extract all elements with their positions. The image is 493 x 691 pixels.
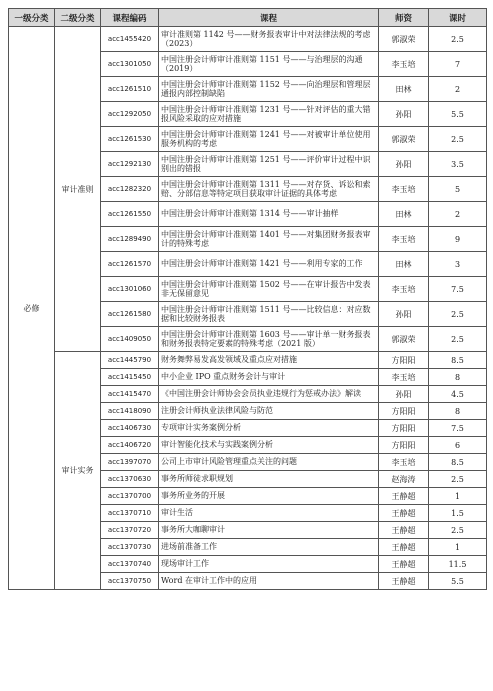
course-hours: 6: [429, 437, 487, 454]
course-title: 审计智能化技术与实践案例分析: [159, 437, 379, 454]
course-teacher: 田林: [379, 202, 429, 227]
course-title: 中国注册会计师审计准则第 1151 号——与治理层的沟通（2019）: [159, 52, 379, 77]
course-hours: 8: [429, 369, 487, 386]
course-hours: 2.5: [429, 327, 487, 352]
course-hours: 7: [429, 52, 487, 77]
course-code: acc1370750: [101, 573, 159, 590]
header-hours: 课时: [429, 9, 487, 27]
course-title: 中国注册会计师审计准则第 1401 号——对集团财务报表审计的特殊考虑: [159, 227, 379, 252]
table-header: [9, 9, 487, 27]
course-hours: 8.5: [429, 454, 487, 471]
course-code: acc1370720: [101, 522, 159, 539]
course-hours: 8.5: [429, 352, 487, 369]
course-hours: 11.5: [429, 556, 487, 573]
course-hours: 2.5: [429, 471, 487, 488]
course-hours: 2.5: [429, 127, 487, 152]
course-teacher: 孙阳: [379, 386, 429, 403]
course-title: 财务舞弊易发高发领域及重点应对措施: [159, 352, 379, 369]
course-code: acc1370630: [101, 471, 159, 488]
course-code: acc1409050: [101, 327, 159, 352]
course-teacher: 方阳阳: [379, 420, 429, 437]
course-hours: 2.5: [429, 522, 487, 539]
course-teacher: 王静超: [379, 522, 429, 539]
category-level1: 必修: [9, 27, 55, 590]
course-teacher: 赵海涛: [379, 471, 429, 488]
course-teacher: 李玉培: [379, 369, 429, 386]
table-row: [9, 27, 487, 52]
course-title: 事务所师徒求职规划: [159, 471, 379, 488]
course-title: 《中国注册会计师协会会员执业违规行为惩戒办法》解读: [159, 386, 379, 403]
header-title: 课程: [159, 9, 379, 27]
course-title: 中国注册会计师审计准则第 1314 号——审计抽样: [159, 202, 379, 227]
course-teacher: 王静超: [379, 573, 429, 590]
course-teacher: 李玉培: [379, 227, 429, 252]
course-title: 审计生活: [159, 505, 379, 522]
course-teacher: 王静超: [379, 556, 429, 573]
course-teacher: 郭淑荣: [379, 27, 429, 52]
course-teacher: 孙阳: [379, 102, 429, 127]
course-hours: 1: [429, 539, 487, 556]
category-level2: 审计准则: [55, 27, 101, 352]
course-code: acc1418090: [101, 403, 159, 420]
course-code: acc1397070: [101, 454, 159, 471]
course-code: acc1292050: [101, 102, 159, 127]
course-hours: 8: [429, 403, 487, 420]
course-title: 中国注册会计师审计准则第 1231 号——针对评估的重大错报风险采取的应对措施: [159, 102, 379, 127]
course-hours: 9: [429, 227, 487, 252]
course-title: 公司上市审计风险管理重点关注的问题: [159, 454, 379, 471]
course-code: acc1370710: [101, 505, 159, 522]
header-code: 课程编码: [101, 9, 159, 27]
course-title: 进场前准备工作: [159, 539, 379, 556]
course-code: acc1415470: [101, 386, 159, 403]
course-teacher: 方阳阳: [379, 437, 429, 454]
course-code: acc1370740: [101, 556, 159, 573]
course-code: acc1301050: [101, 52, 159, 77]
header-teacher: 师资: [379, 9, 429, 27]
course-teacher: 方阳阳: [379, 403, 429, 420]
course-title: 中国注册会计师审计准则第 1502 号——在审计报告中发表非无保留意见: [159, 277, 379, 302]
course-teacher: 田林: [379, 77, 429, 102]
course-hours: 5.5: [429, 102, 487, 127]
category-level2: 审计实务: [55, 352, 101, 590]
course-code: acc1261510: [101, 77, 159, 102]
course-code: acc1261530: [101, 127, 159, 152]
course-hours: 4.5: [429, 386, 487, 403]
course-teacher: 孙阳: [379, 302, 429, 327]
course-code: acc1406720: [101, 437, 159, 454]
course-code: acc1261550: [101, 202, 159, 227]
course-title: 中小企业 IPO 重点财务会计与审计: [159, 369, 379, 386]
course-code: acc1415450: [101, 369, 159, 386]
course-title: 事务所大咖聊审计: [159, 522, 379, 539]
header-cat1: 一级分类: [9, 9, 55, 27]
course-hours: 2.5: [429, 27, 487, 52]
course-code: acc1370700: [101, 488, 159, 505]
course-teacher: 方阳阳: [379, 352, 429, 369]
course-teacher: 孙阳: [379, 152, 429, 177]
course-code: acc1455420: [101, 27, 159, 52]
course-hours: 1: [429, 488, 487, 505]
course-hours: 1.5: [429, 505, 487, 522]
course-teacher: 田林: [379, 252, 429, 277]
course-hours: 5: [429, 177, 487, 202]
course-code: acc1261580: [101, 302, 159, 327]
course-code: acc1406730: [101, 420, 159, 437]
course-title: 事务所业务的开展: [159, 488, 379, 505]
table-body: [9, 27, 487, 590]
header-cat2: 二级分类: [55, 9, 101, 27]
course-hours: 7.5: [429, 420, 487, 437]
course-table: [8, 8, 487, 590]
course-title: 注册会计师执业法律风险与防范: [159, 403, 379, 420]
course-title: Word 在审计工作中的应用: [159, 573, 379, 590]
course-title: 中国注册会计师审计准则第 1152 号——向治理层和管理层通报内部控制缺陷: [159, 77, 379, 102]
course-teacher: 李玉培: [379, 177, 429, 202]
course-code: acc1261570: [101, 252, 159, 277]
course-title: 现场审计工作: [159, 556, 379, 573]
course-teacher: 王静超: [379, 539, 429, 556]
course-teacher: 王静超: [379, 505, 429, 522]
course-teacher: 李玉培: [379, 454, 429, 471]
course-title: 中国注册会计师审计准则第 1421 号——利用专家的工作: [159, 252, 379, 277]
course-code: acc1292130: [101, 152, 159, 177]
course-title: 中国注册会计师审计准则第 1241 号——对被审计单位使用服务机构的考虑: [159, 127, 379, 152]
course-code: acc1289490: [101, 227, 159, 252]
course-teacher: 李玉培: [379, 52, 429, 77]
course-title: 中国注册会计师审计准则第 1311 号——对存货、诉讼和索赔、分部信息等特定项目获取审计证据的具体考虑: [159, 177, 379, 202]
course-hours: 3.5: [429, 152, 487, 177]
course-hours: 3: [429, 252, 487, 277]
course-teacher: 李玉培: [379, 277, 429, 302]
course-title: 中国注册会计师审计准则第 1251 号——评价审计过程中识别出的错报: [159, 152, 379, 177]
course-title: 审计准则第 1142 号——财务报表审计中对法律法规的考虑（2023）: [159, 27, 379, 52]
table-row: [9, 352, 487, 369]
course-hours: 2.5: [429, 302, 487, 327]
course-title: 专项审计实务案例分析: [159, 420, 379, 437]
course-teacher: 郭淑荣: [379, 127, 429, 152]
course-hours: 2: [429, 202, 487, 227]
course-code: acc1301060: [101, 277, 159, 302]
course-teacher: 郭淑荣: [379, 327, 429, 352]
course-code: acc1445790: [101, 352, 159, 369]
course-hours: 5.5: [429, 573, 487, 590]
course-hours: 7.5: [429, 277, 487, 302]
course-hours: 2: [429, 77, 487, 102]
course-title: 中国注册会计师审计准则第 1603 号——审计单一财务报表和财务报表特定要素的特殊考虑（2021 版）: [159, 327, 379, 352]
course-code: acc1282320: [101, 177, 159, 202]
course-code: acc1370730: [101, 539, 159, 556]
course-teacher: 王静超: [379, 488, 429, 505]
course-title: 中国注册会计师审计准则第 1511 号——比较信息：对应数据和比较财务报表: [159, 302, 379, 327]
